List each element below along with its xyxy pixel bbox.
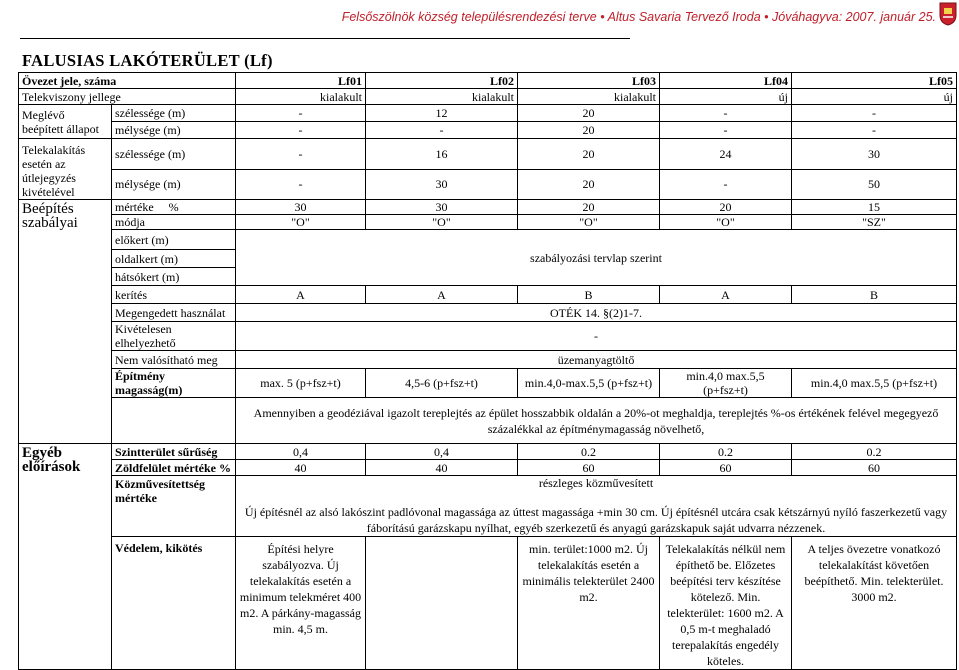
meglevo-label-2: beépített állapot xyxy=(22,121,99,136)
cell: üzemanyagtöltő xyxy=(236,351,957,369)
table-row xyxy=(19,351,957,369)
cell: 50 xyxy=(792,169,957,200)
cell: 20 xyxy=(518,105,660,122)
cell: 16 xyxy=(366,139,518,170)
table-row xyxy=(19,89,957,105)
table-row xyxy=(19,105,957,122)
cell: 30 xyxy=(366,200,518,215)
cell: 12 xyxy=(366,105,518,122)
zone-header: Lf03 xyxy=(518,73,660,89)
cell: min.4,0-max.5,5 (p+fsz+t) xyxy=(518,369,660,398)
header-rule xyxy=(20,38,630,39)
cell: B xyxy=(792,286,957,304)
cell: 24 xyxy=(660,139,792,170)
table-row xyxy=(19,398,957,444)
cell: 15 xyxy=(792,200,957,215)
cell: - xyxy=(366,122,518,139)
cell: 60 xyxy=(518,460,660,476)
cell: - xyxy=(236,322,957,351)
row-label xyxy=(112,200,236,215)
cell: új xyxy=(792,89,957,105)
cell: A xyxy=(660,286,792,304)
row-label: módja xyxy=(112,215,236,230)
table-row xyxy=(19,444,957,460)
cell: "O" xyxy=(366,215,518,230)
cell: - xyxy=(660,169,792,200)
page-title: FALUSIAS LAKÓTERÜLET (Lf) xyxy=(22,51,273,70)
cell: 0.2 xyxy=(792,444,957,460)
table-row xyxy=(19,122,957,139)
table-row xyxy=(19,73,957,89)
row-label: Zöldfelület mértéke % xyxy=(112,460,236,476)
cell: min.4,0 max.5,5 (p+fsz+t) xyxy=(792,369,957,398)
cell: 30 xyxy=(792,139,957,170)
zone-header: Lf04 xyxy=(660,73,792,89)
kozmu-cell xyxy=(236,476,957,537)
kozmu-value: részleges közművesített xyxy=(538,476,654,490)
cell: új xyxy=(660,89,792,105)
table-row xyxy=(19,169,957,200)
merteke-label: mértéke xyxy=(115,200,154,214)
cell: 0.2 xyxy=(660,444,792,460)
cell: - xyxy=(792,122,957,139)
cell: A xyxy=(236,286,366,304)
cell: kialakult xyxy=(236,89,366,105)
cell: 0,4 xyxy=(366,444,518,460)
zone-header: Lf02 xyxy=(366,73,518,89)
empty-cell xyxy=(112,398,236,444)
cell: B xyxy=(518,286,660,304)
cell xyxy=(366,537,518,670)
table-row xyxy=(19,369,957,398)
cell: 4,5-6 (p+fsz+t) xyxy=(366,369,518,398)
table-row xyxy=(19,139,957,170)
cell: 60 xyxy=(660,460,792,476)
row-label: mélysége (m) xyxy=(112,122,236,139)
cell: 20 xyxy=(518,139,660,170)
row-label: szélessége (m) xyxy=(112,139,236,170)
cell: 0,4 xyxy=(236,444,366,460)
row-label: Kivételesen elhelyezhető xyxy=(112,322,236,351)
crest-icon xyxy=(939,2,957,26)
regulation-table xyxy=(18,72,957,670)
cell: A xyxy=(366,286,518,304)
table-row xyxy=(19,215,957,230)
row-label: Közművesítettség mértéke xyxy=(112,476,236,537)
cell: 0.2 xyxy=(518,444,660,460)
meglevo-label xyxy=(19,105,112,139)
table-row xyxy=(19,286,957,304)
cell: kialakult xyxy=(518,89,660,105)
ovezet-label: Övezet jele, száma xyxy=(19,73,236,89)
zone-header: Lf05 xyxy=(792,73,957,89)
amennyiben-text: Amennyiben a geodéziával igazolt tereplejtés az épület hosszabbik oldalán a 20%-ot meghaldja, tereplejtés %-os értékének felével megegyező százalékkal az építménymagasság növelhető, xyxy=(236,398,957,444)
row-label: mélysége (m) xyxy=(112,169,236,200)
table-row xyxy=(19,200,957,215)
merteke-unit: % xyxy=(168,200,179,214)
cell: - xyxy=(236,139,366,170)
row-label: Védelem, kikötés xyxy=(112,537,236,670)
row-label: hátsókert (m) xyxy=(112,268,236,286)
cell: - xyxy=(660,105,792,122)
cell: - xyxy=(236,122,366,139)
cell: 20 xyxy=(518,200,660,215)
table-row xyxy=(19,230,957,250)
row-label: kerítés xyxy=(112,286,236,304)
cell: 20 xyxy=(518,169,660,200)
cell: "SZ" xyxy=(792,215,957,230)
row-label: Nem valósítható meg xyxy=(112,351,236,369)
cell: Telekalakítás nélkül nem építhető be. Előzetes beépítési terv készítése kötelező. Min. telekterület: 1600 m2. A 0,5 m-t meghaladó terepalakítás engedély köteles. xyxy=(660,537,792,670)
cell: 40 xyxy=(366,460,518,476)
cell: Építési helyre szabályozva. Új telekalakítás esetén a minimum telekméret 400 m2. A párkány-magasság min. 4,5 m. xyxy=(236,537,366,670)
cell: - xyxy=(236,105,366,122)
cell: 30 xyxy=(236,200,366,215)
zone-header: Lf01 xyxy=(236,73,366,89)
table-row xyxy=(19,537,957,670)
row-label: Megengedett használat xyxy=(112,304,236,322)
cell: 60 xyxy=(792,460,957,476)
table-row xyxy=(19,322,957,351)
telekalakitas-label: Telekalakítás esetén az útlejegyzés kivételével xyxy=(19,139,112,200)
row-label: előkert (m) xyxy=(112,230,236,250)
cell: max. 5 (p+fsz+t) xyxy=(236,369,366,398)
egyeb-label: Egyéb előírások xyxy=(19,444,112,670)
cell: 20 xyxy=(518,122,660,139)
cell: 30 xyxy=(366,169,518,200)
document-header: Felsőszölnök község településrendezési terve • Altus Savaria Tervező Iroda • Jóváhagyva: 2007. január 25. xyxy=(341,10,936,24)
table-row xyxy=(19,476,957,537)
cell: 40 xyxy=(236,460,366,476)
row-label: oldalkert (m) xyxy=(112,250,236,268)
row-label: Építmény magasság(m) xyxy=(112,369,236,398)
cell: OTÉK 14. §(2)1-7. xyxy=(236,304,957,322)
row-label: szélessége (m) xyxy=(112,105,236,122)
cell: "O" xyxy=(236,215,366,230)
beepites-label: Beépítés szabályai xyxy=(19,200,112,444)
table-row xyxy=(19,304,957,322)
cell: 20 xyxy=(660,200,792,215)
cell: kialakult xyxy=(366,89,518,105)
cell: - xyxy=(236,169,366,200)
cell: "O" xyxy=(660,215,792,230)
kozmu-note: Új építésnél az alsó lakószint padlóvonal magassága az úttest magassága +min 30 cm. Új építésnél utcára csak kétszárnyú nyíló faszerkezetű vagy fáborítású garázskapu nyílhat, egyéb szerkezetű és anyagú garázskapuk saját udvarra nézzenek. xyxy=(244,505,948,535)
cell: min.4,0 max.5,5 (p+fsz+t) xyxy=(660,369,792,398)
cell: A teljes övezetre vonatkozó telekalakítást követően beépíthető. Min. telekterület. 3000 m2. xyxy=(792,537,957,670)
row-label: Szintterület sűrűség xyxy=(112,444,236,460)
cell: - xyxy=(792,105,957,122)
telekviszony-label: Telekviszony jellege xyxy=(19,89,236,105)
cell: "O" xyxy=(518,215,660,230)
cell: - xyxy=(660,122,792,139)
cell: min. terület:1000 m2. Új telekalakítás esetén a minimális telekterület 2400 m2. xyxy=(518,537,660,670)
table-row xyxy=(19,460,957,476)
kert-value: szabályozási tervlap szerint xyxy=(236,230,957,286)
meglevo-label-1: Meglévő xyxy=(22,107,65,122)
